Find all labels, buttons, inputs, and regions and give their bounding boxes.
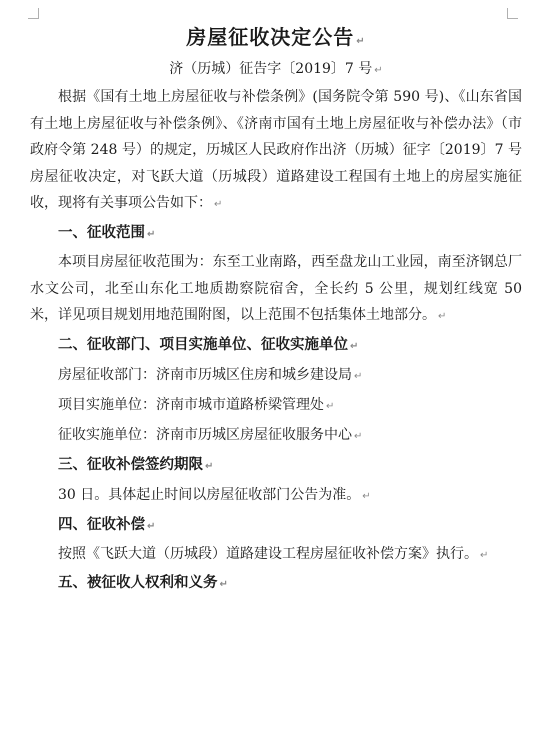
section-heading-scope: 一、征收范围 ↵	[58, 224, 156, 241]
department-row-implementation: 征收实施单位：济南市历城区房屋征收服务中心 ↵	[58, 426, 363, 443]
department-row-expropriation: 房屋征收部门：济南市历城区住房和城乡建设局 ↵	[58, 366, 363, 383]
paragraph-mark-icon: ↵	[214, 199, 223, 211]
paragraph-mark-icon: ↵	[147, 228, 156, 240]
page-corner-mark-top-left	[28, 8, 39, 19]
page-corner-mark-top-right	[507, 8, 518, 19]
department-row-project: 项目实施单位：济南市城市道路桥梁管理处 ↵	[58, 396, 335, 413]
paragraph-mark-icon: ↵	[438, 311, 447, 323]
section-body-signing-period: 30 日。具体起止时间以房屋征收部门公告为准。 ↵	[58, 486, 371, 503]
section-heading-signing-period: 三、征收补偿签约期限 ↵	[58, 456, 214, 473]
section-heading-compensation: 四、征收补偿 ↵	[58, 516, 156, 533]
paragraph-mark-icon: ↵	[354, 430, 363, 442]
document-body	[30, 22, 522, 599]
paragraph-mark-icon: ↵	[219, 579, 228, 591]
paragraph-mark-icon: ↵	[326, 400, 335, 412]
section-body-compensation: 按照《飞跃大道（历城段）道路建设工程房屋征收补偿方案》执行。 ↵	[58, 545, 489, 562]
section-heading-departments: 二、征收部门、项目实施单位、征收实施单位 ↵	[58, 336, 359, 353]
paragraph-mark-icon: ↵	[354, 370, 363, 382]
paragraph-mark-icon: ↵	[356, 36, 366, 47]
paragraph-mark-icon: ↵	[147, 520, 156, 532]
paragraph-mark-icon: ↵	[205, 460, 214, 472]
section-body-scope: 本项目房屋征收范围为：东至工业南路，西至盘龙山工业园，南至济钢总厂水文公司，北至山东化工地质勘察院宿舍，全长约 5 公里，规划红线宽 50 米，详见项目规划用地范围附图，以上范围不包括集体土地部分。 ↵	[30, 253, 522, 324]
paragraph-mark-icon: ↵	[362, 490, 371, 502]
paragraph-mark-icon: ↵	[374, 65, 383, 76]
document-number: 济（历城）征告字〔2019〕7 号 ↵	[169, 61, 383, 77]
paragraph-mark-icon: ↵	[480, 549, 489, 561]
document-title: 房屋征收决定公告 ↵	[186, 25, 366, 49]
intro-paragraph: 根据《国有土地上房屋征收与补偿条例》(国务院令第 590 号)、《山东省国有土地上房屋征收与补偿条例》、《济南市国有土地上房屋征收与补偿办法》（市政府令第 248 号）的规定，历城区人民政府作出济（历城）征字〔2019〕7 号房屋征收决定，对飞跃大道（历城段）道路建设工程国有土地上的房屋实施征收，现将有关事项公告如下： ↵	[30, 89, 522, 212]
paragraph-mark-icon: ↵	[350, 340, 359, 352]
section-heading-rights: 五、被征收人权利和义务 ↵	[58, 575, 228, 592]
